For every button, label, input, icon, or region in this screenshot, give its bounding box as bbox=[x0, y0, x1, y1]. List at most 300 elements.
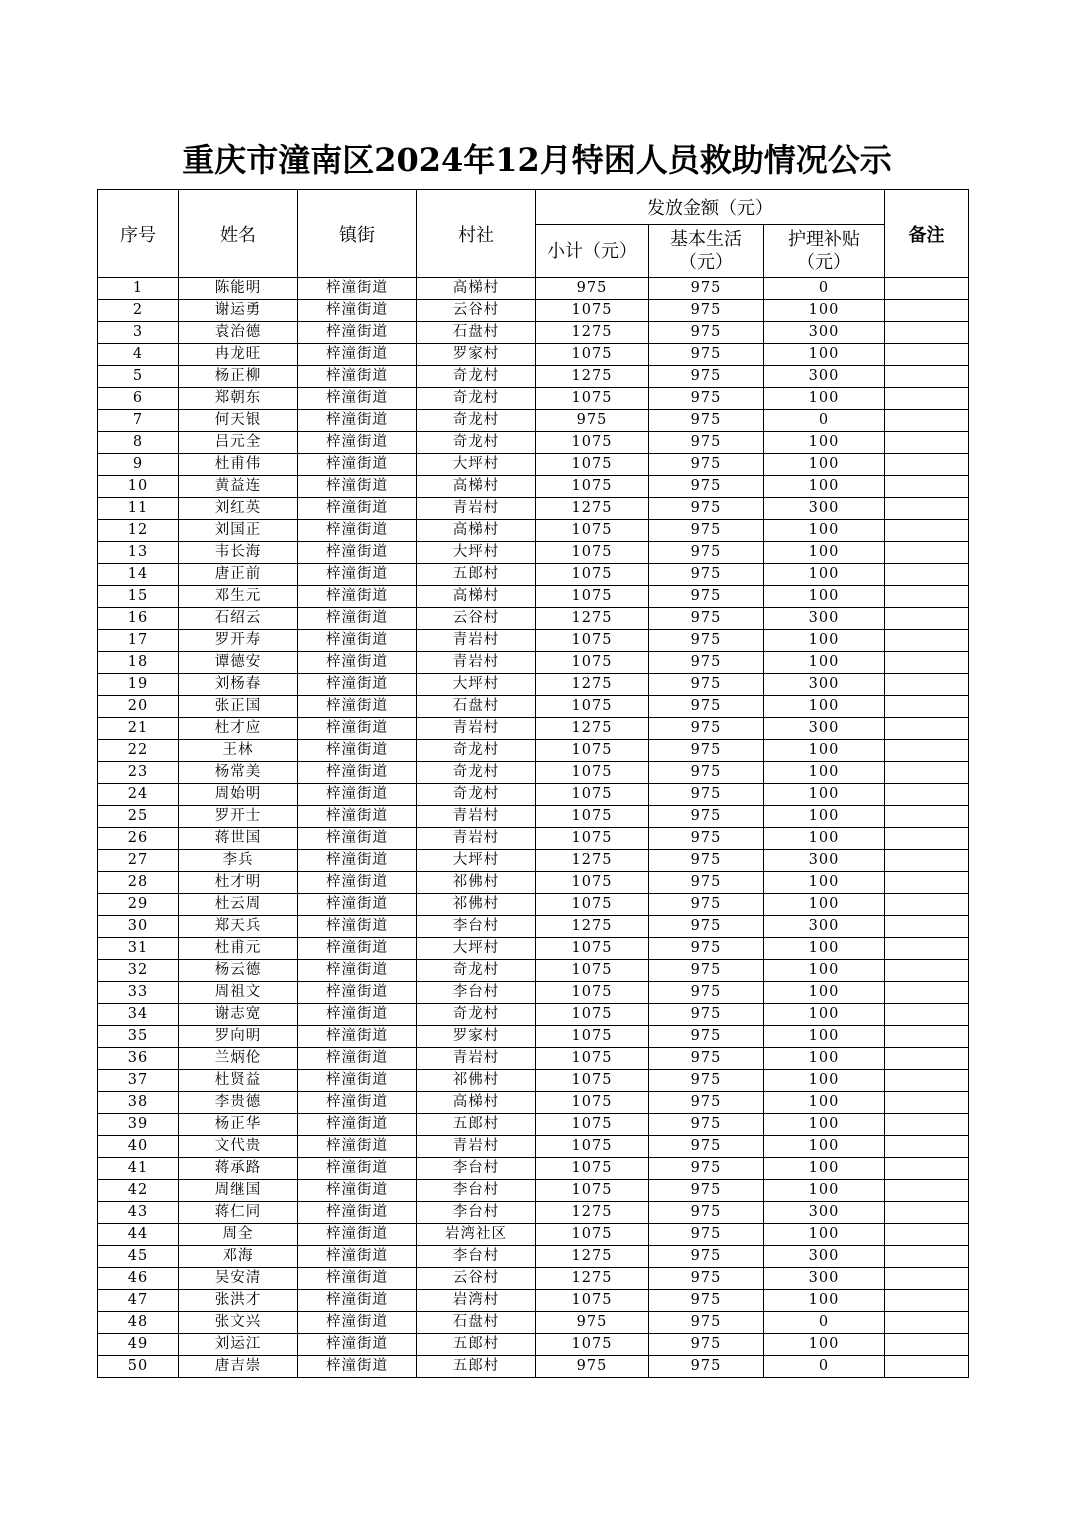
cell-basic: 975 bbox=[649, 300, 764, 322]
cell-subtotal: 1075 bbox=[536, 1158, 649, 1180]
cell-village: 石盘村 bbox=[417, 696, 536, 718]
cell-seq: 50 bbox=[98, 1356, 179, 1378]
cell-seq: 49 bbox=[98, 1334, 179, 1356]
table-row bbox=[98, 894, 969, 916]
table-row bbox=[98, 366, 969, 388]
cell-basic: 975 bbox=[649, 344, 764, 366]
cell-village: 李台村 bbox=[417, 1180, 536, 1202]
cell-seq: 24 bbox=[98, 784, 179, 806]
cell-town: 梓潼街道 bbox=[298, 1026, 417, 1048]
cell-subtotal: 1075 bbox=[536, 454, 649, 476]
cell-remark bbox=[885, 960, 969, 982]
cell-seq: 31 bbox=[98, 938, 179, 960]
cell-name: 杨常美 bbox=[179, 762, 298, 784]
cell-seq: 32 bbox=[98, 960, 179, 982]
table-row bbox=[98, 498, 969, 520]
cell-village: 大坪村 bbox=[417, 938, 536, 960]
cell-remark bbox=[885, 850, 969, 872]
cell-town: 梓潼街道 bbox=[298, 1180, 417, 1202]
cell-name: 杨正华 bbox=[179, 1114, 298, 1136]
cell-remark bbox=[885, 696, 969, 718]
cell-subtotal: 1075 bbox=[536, 1224, 649, 1246]
cell-town: 梓潼街道 bbox=[298, 366, 417, 388]
cell-town: 梓潼街道 bbox=[298, 410, 417, 432]
cell-remark bbox=[885, 1092, 969, 1114]
cell-remark bbox=[885, 1114, 969, 1136]
cell-subtotal: 1075 bbox=[536, 1180, 649, 1202]
cell-remark bbox=[885, 454, 969, 476]
cell-subtotal: 1075 bbox=[536, 1334, 649, 1356]
cell-care: 100 bbox=[764, 1224, 885, 1246]
table-row bbox=[98, 630, 969, 652]
table-row bbox=[98, 278, 969, 300]
cell-care: 100 bbox=[764, 1092, 885, 1114]
cell-village: 青岩村 bbox=[417, 828, 536, 850]
cell-seq: 37 bbox=[98, 1070, 179, 1092]
cell-remark bbox=[885, 630, 969, 652]
cell-care: 100 bbox=[764, 696, 885, 718]
cell-town: 梓潼街道 bbox=[298, 1334, 417, 1356]
cell-basic: 975 bbox=[649, 630, 764, 652]
cell-name: 李兵 bbox=[179, 850, 298, 872]
cell-seq: 22 bbox=[98, 740, 179, 762]
cell-care: 100 bbox=[764, 586, 885, 608]
table-row bbox=[98, 1334, 969, 1356]
cell-village: 青岩村 bbox=[417, 806, 536, 828]
cell-basic: 975 bbox=[649, 432, 764, 454]
cell-remark bbox=[885, 388, 969, 410]
cell-town: 梓潼街道 bbox=[298, 872, 417, 894]
cell-town: 梓潼街道 bbox=[298, 1290, 417, 1312]
cell-basic: 975 bbox=[649, 1180, 764, 1202]
cell-name: 杜甫伟 bbox=[179, 454, 298, 476]
cell-seq: 27 bbox=[98, 850, 179, 872]
cell-village: 云谷村 bbox=[417, 300, 536, 322]
cell-basic: 975 bbox=[649, 1114, 764, 1136]
cell-remark bbox=[885, 718, 969, 740]
cell-care: 100 bbox=[764, 652, 885, 674]
table-row bbox=[98, 806, 969, 828]
cell-remark bbox=[885, 938, 969, 960]
cell-remark bbox=[885, 586, 969, 608]
table-row bbox=[98, 938, 969, 960]
cell-seq: 28 bbox=[98, 872, 179, 894]
cell-village: 高梯村 bbox=[417, 278, 536, 300]
cell-care: 0 bbox=[764, 1356, 885, 1378]
cell-village: 李台村 bbox=[417, 982, 536, 1004]
cell-subtotal: 1275 bbox=[536, 718, 649, 740]
cell-basic: 975 bbox=[649, 850, 764, 872]
table-row bbox=[98, 872, 969, 894]
cell-care: 100 bbox=[764, 432, 885, 454]
cell-subtotal: 1075 bbox=[536, 960, 649, 982]
cell-remark bbox=[885, 872, 969, 894]
cell-remark bbox=[885, 1136, 969, 1158]
cell-remark bbox=[885, 674, 969, 696]
cell-name: 冉龙旺 bbox=[179, 344, 298, 366]
cell-name: 罗开寿 bbox=[179, 630, 298, 652]
cell-basic: 975 bbox=[649, 740, 764, 762]
cell-village: 青岩村 bbox=[417, 1048, 536, 1070]
cell-remark bbox=[885, 1224, 969, 1246]
header-seq: 序号 bbox=[98, 190, 179, 278]
cell-care: 0 bbox=[764, 1312, 885, 1334]
cell-seq: 12 bbox=[98, 520, 179, 542]
header-town: 镇街 bbox=[298, 190, 417, 278]
cell-name: 周始明 bbox=[179, 784, 298, 806]
cell-subtotal: 1075 bbox=[536, 630, 649, 652]
table-row bbox=[98, 300, 969, 322]
cell-seq: 2 bbox=[98, 300, 179, 322]
cell-subtotal: 1075 bbox=[536, 1114, 649, 1136]
cell-basic: 975 bbox=[649, 916, 764, 938]
cell-seq: 11 bbox=[98, 498, 179, 520]
cell-care: 100 bbox=[764, 1026, 885, 1048]
cell-subtotal: 1075 bbox=[536, 564, 649, 586]
table-row bbox=[98, 1202, 969, 1224]
table-row bbox=[98, 1114, 969, 1136]
table-row bbox=[98, 1246, 969, 1268]
cell-subtotal: 1075 bbox=[536, 762, 649, 784]
cell-town: 梓潼街道 bbox=[298, 476, 417, 498]
page-title: 重庆市潼南区2024年12月特困人员救助情况公示 bbox=[182, 141, 892, 179]
cell-care: 100 bbox=[764, 1180, 885, 1202]
table-row bbox=[98, 410, 969, 432]
cell-basic: 975 bbox=[649, 520, 764, 542]
cell-subtotal: 975 bbox=[536, 410, 649, 432]
cell-subtotal: 1075 bbox=[536, 1048, 649, 1070]
header-care-line2: （元） bbox=[797, 252, 851, 273]
cell-seq: 16 bbox=[98, 608, 179, 630]
cell-basic: 975 bbox=[649, 498, 764, 520]
cell-town: 梓潼街道 bbox=[298, 344, 417, 366]
cell-town: 梓潼街道 bbox=[298, 454, 417, 476]
cell-remark bbox=[885, 476, 969, 498]
cell-basic: 975 bbox=[649, 762, 764, 784]
cell-town: 梓潼街道 bbox=[298, 608, 417, 630]
cell-name: 谢运勇 bbox=[179, 300, 298, 322]
cell-village: 大坪村 bbox=[417, 674, 536, 696]
cell-subtotal: 1275 bbox=[536, 850, 649, 872]
cell-basic: 975 bbox=[649, 1312, 764, 1334]
table-row bbox=[98, 960, 969, 982]
cell-remark bbox=[885, 894, 969, 916]
cell-remark bbox=[885, 982, 969, 1004]
cell-town: 梓潼街道 bbox=[298, 1070, 417, 1092]
cell-name: 刘红英 bbox=[179, 498, 298, 520]
cell-basic: 975 bbox=[649, 1136, 764, 1158]
table-row bbox=[98, 454, 969, 476]
cell-subtotal: 1075 bbox=[536, 388, 649, 410]
cell-name: 王林 bbox=[179, 740, 298, 762]
cell-care: 100 bbox=[764, 894, 885, 916]
cell-remark bbox=[885, 1290, 969, 1312]
cell-care: 100 bbox=[764, 762, 885, 784]
cell-care: 300 bbox=[764, 850, 885, 872]
cell-town: 梓潼街道 bbox=[298, 674, 417, 696]
cell-remark bbox=[885, 1180, 969, 1202]
cell-subtotal: 1075 bbox=[536, 432, 649, 454]
table-row bbox=[98, 982, 969, 1004]
table-row bbox=[98, 520, 969, 542]
cell-village: 奇龙村 bbox=[417, 388, 536, 410]
cell-subtotal: 1275 bbox=[536, 498, 649, 520]
cell-name: 蒋仁同 bbox=[179, 1202, 298, 1224]
cell-town: 梓潼街道 bbox=[298, 432, 417, 454]
cell-village: 李台村 bbox=[417, 1202, 536, 1224]
table-row bbox=[98, 850, 969, 872]
cell-village: 高梯村 bbox=[417, 520, 536, 542]
cell-town: 梓潼街道 bbox=[298, 1004, 417, 1026]
cell-remark bbox=[885, 520, 969, 542]
cell-care: 300 bbox=[764, 608, 885, 630]
cell-village: 高梯村 bbox=[417, 476, 536, 498]
cell-care: 100 bbox=[764, 960, 885, 982]
cell-remark bbox=[885, 432, 969, 454]
cell-subtotal: 975 bbox=[536, 278, 649, 300]
cell-subtotal: 1075 bbox=[536, 982, 649, 1004]
table-row bbox=[98, 388, 969, 410]
cell-name: 李贵德 bbox=[179, 1092, 298, 1114]
cell-village: 李台村 bbox=[417, 1246, 536, 1268]
cell-village: 高梯村 bbox=[417, 586, 536, 608]
table-row bbox=[98, 344, 969, 366]
cell-seq: 26 bbox=[98, 828, 179, 850]
table-row bbox=[98, 828, 969, 850]
cell-village: 高梯村 bbox=[417, 1092, 536, 1114]
table-row bbox=[98, 916, 969, 938]
cell-subtotal: 1075 bbox=[536, 1290, 649, 1312]
cell-basic: 975 bbox=[649, 960, 764, 982]
cell-subtotal: 1075 bbox=[536, 652, 649, 674]
cell-basic: 975 bbox=[649, 278, 764, 300]
cell-basic: 975 bbox=[649, 1356, 764, 1378]
table-row bbox=[98, 740, 969, 762]
cell-town: 梓潼街道 bbox=[298, 982, 417, 1004]
cell-remark bbox=[885, 410, 969, 432]
header-subtotal: 小计（元） bbox=[536, 225, 649, 278]
cell-remark bbox=[885, 740, 969, 762]
cell-name: 文代贵 bbox=[179, 1136, 298, 1158]
table-row bbox=[98, 542, 969, 564]
cell-basic: 975 bbox=[649, 784, 764, 806]
cell-town: 梓潼街道 bbox=[298, 300, 417, 322]
table-row bbox=[98, 674, 969, 696]
cell-basic: 975 bbox=[649, 388, 764, 410]
cell-basic: 975 bbox=[649, 476, 764, 498]
cell-name: 张文兴 bbox=[179, 1312, 298, 1334]
header-village: 村社 bbox=[417, 190, 536, 278]
cell-care: 100 bbox=[764, 1334, 885, 1356]
cell-village: 罗家村 bbox=[417, 344, 536, 366]
cell-town: 梓潼街道 bbox=[298, 1114, 417, 1136]
table-row bbox=[98, 1136, 969, 1158]
cell-village: 奇龙村 bbox=[417, 432, 536, 454]
cell-village: 罗家村 bbox=[417, 1026, 536, 1048]
table-row bbox=[98, 1158, 969, 1180]
cell-name: 罗开士 bbox=[179, 806, 298, 828]
cell-basic: 975 bbox=[649, 1334, 764, 1356]
table-row bbox=[98, 1312, 969, 1334]
cell-basic: 975 bbox=[649, 1004, 764, 1026]
cell-basic: 975 bbox=[649, 1268, 764, 1290]
table-row bbox=[98, 1048, 969, 1070]
cell-name: 杜贤益 bbox=[179, 1070, 298, 1092]
table-row bbox=[98, 1356, 969, 1378]
cell-seq: 9 bbox=[98, 454, 179, 476]
cell-village: 奇龙村 bbox=[417, 1004, 536, 1026]
cell-seq: 3 bbox=[98, 322, 179, 344]
cell-basic: 975 bbox=[649, 1246, 764, 1268]
table-row bbox=[98, 1268, 969, 1290]
cell-care: 100 bbox=[764, 1070, 885, 1092]
table-row bbox=[98, 476, 969, 498]
cell-name: 杜才明 bbox=[179, 872, 298, 894]
cell-remark bbox=[885, 1246, 969, 1268]
cell-seq: 36 bbox=[98, 1048, 179, 1070]
cell-seq: 29 bbox=[98, 894, 179, 916]
cell-basic: 975 bbox=[649, 322, 764, 344]
cell-town: 梓潼街道 bbox=[298, 806, 417, 828]
cell-remark bbox=[885, 1048, 969, 1070]
table-row bbox=[98, 564, 969, 586]
cell-town: 梓潼街道 bbox=[298, 498, 417, 520]
cell-care: 300 bbox=[764, 718, 885, 740]
table-row bbox=[98, 762, 969, 784]
cell-name: 邓生元 bbox=[179, 586, 298, 608]
cell-subtotal: 1075 bbox=[536, 938, 649, 960]
cell-remark bbox=[885, 1004, 969, 1026]
cell-seq: 45 bbox=[98, 1246, 179, 1268]
table-row bbox=[98, 1180, 969, 1202]
cell-name: 谢志宽 bbox=[179, 1004, 298, 1026]
cell-care: 300 bbox=[764, 916, 885, 938]
cell-seq: 43 bbox=[98, 1202, 179, 1224]
table-row bbox=[98, 608, 969, 630]
cell-remark bbox=[885, 652, 969, 674]
cell-town: 梓潼街道 bbox=[298, 1158, 417, 1180]
cell-basic: 975 bbox=[649, 1026, 764, 1048]
cell-subtotal: 1075 bbox=[536, 696, 649, 718]
table-row bbox=[98, 586, 969, 608]
cell-name: 何天银 bbox=[179, 410, 298, 432]
cell-village: 奇龙村 bbox=[417, 740, 536, 762]
cell-village: 奇龙村 bbox=[417, 762, 536, 784]
cell-town: 梓潼街道 bbox=[298, 718, 417, 740]
cell-town: 梓潼街道 bbox=[298, 784, 417, 806]
cell-seq: 13 bbox=[98, 542, 179, 564]
cell-basic: 975 bbox=[649, 1092, 764, 1114]
cell-basic: 975 bbox=[649, 718, 764, 740]
cell-village: 云谷村 bbox=[417, 1268, 536, 1290]
cell-care: 100 bbox=[764, 454, 885, 476]
cell-village: 青岩村 bbox=[417, 630, 536, 652]
cell-remark bbox=[885, 1070, 969, 1092]
cell-village: 岩湾村 bbox=[417, 1290, 536, 1312]
header-name: 姓名 bbox=[179, 190, 298, 278]
cell-care: 0 bbox=[764, 278, 885, 300]
cell-seq: 21 bbox=[98, 718, 179, 740]
cell-remark bbox=[885, 498, 969, 520]
cell-town: 梓潼街道 bbox=[298, 960, 417, 982]
cell-subtotal: 975 bbox=[536, 1312, 649, 1334]
cell-subtotal: 1075 bbox=[536, 872, 649, 894]
cell-name: 周全 bbox=[179, 1224, 298, 1246]
cell-town: 梓潼街道 bbox=[298, 1048, 417, 1070]
header-amount-group: 发放金额（元） bbox=[536, 190, 885, 225]
cell-care: 100 bbox=[764, 344, 885, 366]
cell-remark bbox=[885, 322, 969, 344]
cell-remark bbox=[885, 300, 969, 322]
cell-name: 周祖文 bbox=[179, 982, 298, 1004]
cell-name: 陈能明 bbox=[179, 278, 298, 300]
cell-subtotal: 1075 bbox=[536, 344, 649, 366]
cell-subtotal: 1075 bbox=[536, 586, 649, 608]
cell-village: 祁佛村 bbox=[417, 1070, 536, 1092]
cell-village: 五郎村 bbox=[417, 1334, 536, 1356]
cell-subtotal: 1275 bbox=[536, 608, 649, 630]
cell-town: 梓潼街道 bbox=[298, 1224, 417, 1246]
cell-seq: 30 bbox=[98, 916, 179, 938]
cell-village: 石盘村 bbox=[417, 322, 536, 344]
cell-care: 100 bbox=[764, 938, 885, 960]
cell-subtotal: 1075 bbox=[536, 476, 649, 498]
cell-subtotal: 1275 bbox=[536, 1246, 649, 1268]
cell-name: 蒋世国 bbox=[179, 828, 298, 850]
cell-name: 黄益连 bbox=[179, 476, 298, 498]
cell-name: 郑朝东 bbox=[179, 388, 298, 410]
cell-subtotal: 1275 bbox=[536, 674, 649, 696]
cell-name: 刘国正 bbox=[179, 520, 298, 542]
cell-basic: 975 bbox=[649, 652, 764, 674]
cell-remark bbox=[885, 784, 969, 806]
cell-name: 刘运江 bbox=[179, 1334, 298, 1356]
cell-remark bbox=[885, 1334, 969, 1356]
cell-care: 100 bbox=[764, 520, 885, 542]
cell-remark bbox=[885, 806, 969, 828]
cell-name: 周继国 bbox=[179, 1180, 298, 1202]
cell-care: 100 bbox=[764, 1158, 885, 1180]
cell-basic: 975 bbox=[649, 542, 764, 564]
cell-remark bbox=[885, 1202, 969, 1224]
cell-town: 梓潼街道 bbox=[298, 652, 417, 674]
cell-care: 300 bbox=[764, 1268, 885, 1290]
cell-town: 梓潼街道 bbox=[298, 1246, 417, 1268]
cell-subtotal: 1075 bbox=[536, 520, 649, 542]
cell-seq: 25 bbox=[98, 806, 179, 828]
table-row bbox=[98, 784, 969, 806]
cell-remark bbox=[885, 1312, 969, 1334]
cell-seq: 33 bbox=[98, 982, 179, 1004]
cell-seq: 15 bbox=[98, 586, 179, 608]
cell-remark bbox=[885, 762, 969, 784]
cell-name: 谭德安 bbox=[179, 652, 298, 674]
cell-town: 梓潼街道 bbox=[298, 542, 417, 564]
header-care bbox=[764, 225, 885, 278]
table-body bbox=[98, 278, 969, 1378]
cell-village: 祁佛村 bbox=[417, 872, 536, 894]
cell-subtotal: 1275 bbox=[536, 322, 649, 344]
cell-subtotal: 1075 bbox=[536, 300, 649, 322]
cell-name: 张正国 bbox=[179, 696, 298, 718]
cell-name: 韦长海 bbox=[179, 542, 298, 564]
cell-care: 100 bbox=[764, 1048, 885, 1070]
cell-town: 梓潼街道 bbox=[298, 740, 417, 762]
cell-subtotal: 1075 bbox=[536, 784, 649, 806]
cell-seq: 10 bbox=[98, 476, 179, 498]
cell-subtotal: 1075 bbox=[536, 1092, 649, 1114]
cell-subtotal: 1075 bbox=[536, 1026, 649, 1048]
